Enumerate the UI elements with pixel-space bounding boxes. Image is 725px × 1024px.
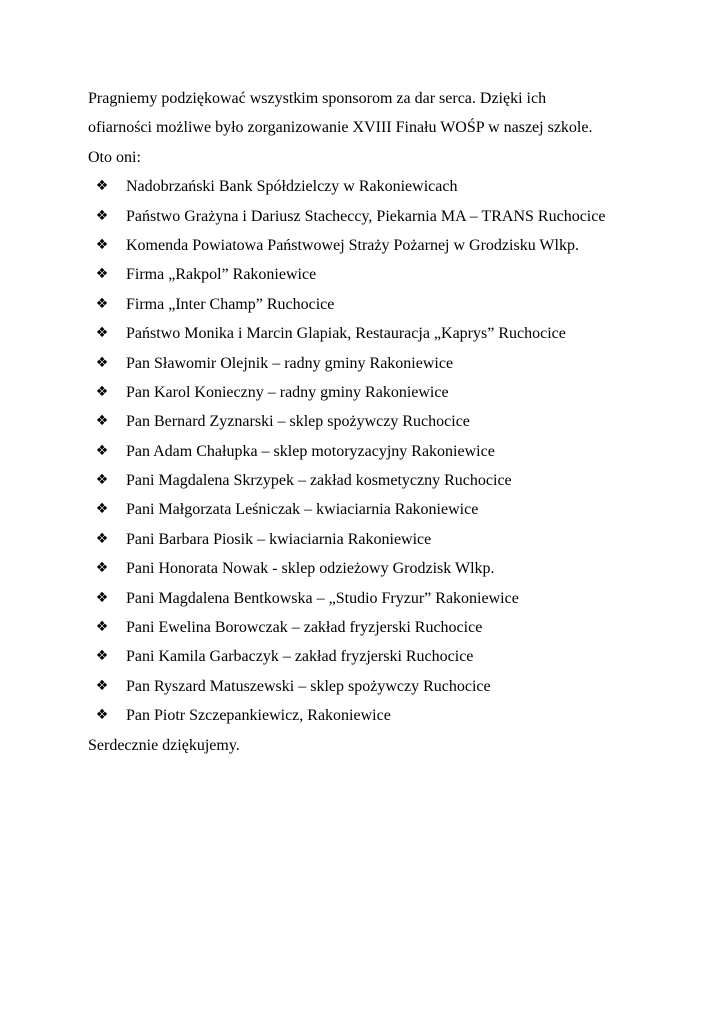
sponsor-list-item (94, 319, 688, 348)
sponsor-name: Pan Adam Chałupka – sklep motoryzacyjny Rakoniewice (126, 442, 495, 460)
sponsor-name: Firma „Inter Champ” Ruchocice (126, 295, 335, 313)
sponsor-list-item (94, 407, 688, 436)
sponsor-list-item (94, 672, 688, 701)
sponsor-list-item (94, 584, 688, 613)
document-body (88, 84, 688, 760)
sponsor-name: Pani Ewelina Borowczak – zakład fryzjerski Ruchocice (126, 619, 483, 637)
sponsor-list-item (94, 437, 688, 466)
diamond-bullet-icon: ❖ (95, 236, 109, 253)
diamond-bullet-icon: ❖ (95, 442, 109, 459)
sponsor-list-item (94, 231, 688, 260)
diamond-bullet-icon: ❖ (95, 266, 109, 283)
diamond-bullet-icon: ❖ (95, 413, 109, 430)
diamond-bullet-icon: ❖ (95, 619, 109, 636)
sponsor-name: Pani Magdalena Skrzypek – zakład kosmetyczny Ruchocice (126, 472, 512, 490)
diamond-bullet-icon: ❖ (95, 178, 109, 195)
sponsor-list-item (94, 701, 688, 730)
sponsor-name: Pani Honorata Nowak - sklep odzieżowy Grodzisk Wlkp. (126, 560, 495, 578)
diamond-bullet-icon: ❖ (95, 501, 109, 518)
sponsor-name: Pani Magdalena Bentkowska – „Studio Fryzur” Rakoniewice (126, 589, 519, 607)
diamond-bullet-icon: ❖ (95, 383, 109, 400)
diamond-bullet-icon: ❖ (95, 325, 109, 342)
closing-line: Serdecznie dziękujemy. (88, 736, 240, 754)
diamond-bullet-icon: ❖ (95, 707, 109, 724)
sponsor-list-item (94, 613, 688, 642)
sponsor-name: Firma „Rakpol” Rakoniewice (126, 266, 317, 284)
sponsor-name: Pan Karol Konieczny – radny gminy Rakoniewice (126, 383, 449, 401)
sponsor-list-item (94, 202, 688, 231)
diamond-bullet-icon: ❖ (95, 295, 109, 312)
sponsor-name: Pani Małgorzata Leśniczak – kwiaciarnia Rakoniewice (126, 501, 479, 519)
intro-line-3: Oto oni: (88, 148, 141, 166)
intro-line-2: ofiarności możliwe było zorganizowanie XVIII Finału WOŚP w naszej szkole. (88, 119, 593, 137)
sponsor-list-item (94, 172, 688, 201)
sponsor-name: Pan Piotr Szczepankiewicz, Rakoniewice (126, 707, 391, 725)
sponsor-list-item (94, 642, 688, 671)
sponsor-list-item (94, 260, 688, 289)
sponsor-list-item (94, 378, 688, 407)
sponsor-name: Państwo Monika i Marcin Glapiak, Restauracja „Kaprys” Ruchocice (126, 325, 566, 343)
sponsor-list-item (94, 290, 688, 319)
sponsor-list-item (94, 554, 688, 583)
sponsor-name: Nadobrzański Bank Spółdzielczy w Rakoniewicach (126, 178, 458, 196)
sponsor-name: Pani Barbara Piosik – kwiaciarnia Rakoniewice (126, 530, 432, 548)
sponsor-list-item (94, 495, 688, 524)
diamond-bullet-icon: ❖ (95, 589, 109, 606)
diamond-bullet-icon: ❖ (95, 530, 109, 547)
sponsor-list (88, 172, 688, 730)
sponsor-list-item (94, 349, 688, 378)
sponsor-name: Pan Bernard Zyznarski – sklep spożywczy Ruchocice (126, 413, 470, 431)
intro-line-1: Pragniemy podziękować wszystkim sponsorom za dar serca. Dzięki ich (88, 90, 547, 107)
sponsor-name: Pan Sławomir Olejnik – radny gminy Rakoniewice (126, 354, 454, 372)
sponsor-name: Państwo Grażyna i Dariusz Stacheccy, Piekarnia MA – TRANS Ruchocice (126, 207, 606, 225)
sponsor-list-item (94, 525, 688, 554)
sponsor-name: Pani Kamila Garbaczyk – zakład fryzjerski Ruchocice (126, 648, 474, 666)
diamond-bullet-icon: ❖ (95, 354, 109, 371)
diamond-bullet-icon: ❖ (95, 677, 109, 694)
sponsor-name: Pan Ryszard Matuszewski – sklep spożywczy Ruchocice (126, 677, 491, 695)
diamond-bullet-icon: ❖ (95, 472, 109, 489)
sponsor-list-item (94, 466, 688, 495)
sponsor-name: Komenda Powiatowa Państwowej Straży Pożarnej w Grodzisku Wlkp. (126, 236, 579, 254)
diamond-bullet-icon: ❖ (95, 207, 109, 224)
diamond-bullet-icon: ❖ (95, 648, 109, 665)
diamond-bullet-icon: ❖ (95, 560, 109, 577)
